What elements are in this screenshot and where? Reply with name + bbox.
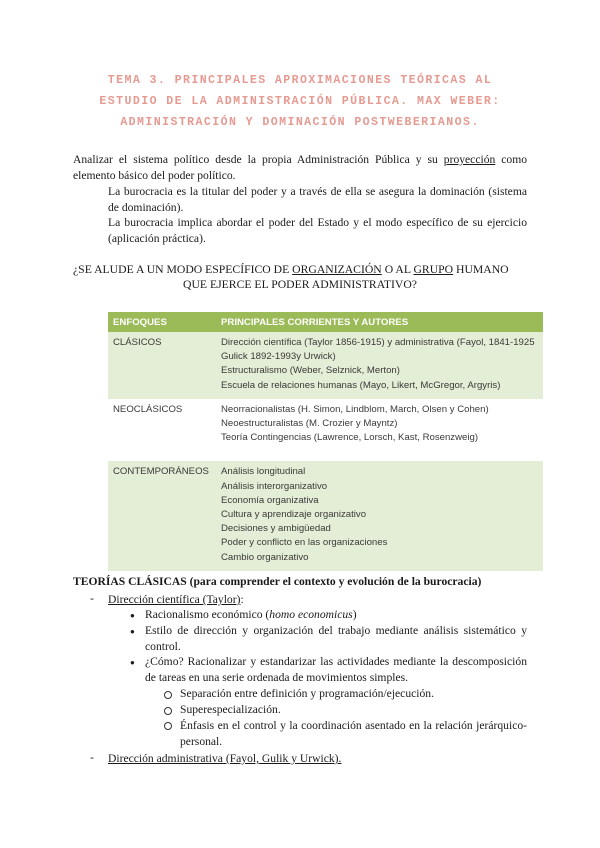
bullet-estilo-direccion: Estilo de dirección y organización del trabajo mediante análisis sistemático y control. [145, 624, 527, 653]
question-text-end: HUMANO [453, 263, 509, 276]
corriente-item: Neoestructuralistas (M. Crozier y Mayntz) [221, 418, 398, 430]
table-header-row [108, 312, 543, 332]
b1-italic: homo economicus [269, 608, 353, 621]
circle-bullet-icon [164, 722, 172, 730]
corriente-item: Cambio organizativo [221, 551, 309, 563]
item1-colon: : [240, 593, 244, 606]
table-row [108, 399, 543, 462]
corriente-item: Dirección científica (Taylor 1856-1915) y administrativa (Fayol, 1841-1925 Gulick 1892-1993y Urwick) [221, 337, 535, 363]
list-item-direccion-administrativa: Dirección administrativa (Fayol, Gulik y Urwick). [108, 752, 342, 765]
document-title [60, 70, 540, 133]
enfoque-cell: CLÁSICOS [108, 332, 216, 399]
section-heading: TEORÍAS CLÁSICAS (para comprender el contexto y evolución de la burocracia) [73, 575, 482, 588]
intro-paragraph-1 [73, 152, 527, 183]
intro-text: Analizar el sistema político desde la propia Administración Pública y su [73, 153, 444, 166]
title-line-3: ADMINISTRACIÓN Y DOMINACIÓN POSTWEBERIANOS. [120, 116, 480, 129]
corriente-item: Decisiones y ambigüedad [221, 523, 331, 535]
bullet-icon: ● [130, 658, 135, 667]
corriente-item: Teoría Contingencias (Lawrence, Lorsch, Kast, Rosenzweig) [221, 432, 479, 444]
table-row [108, 332, 543, 399]
question-text: ¿SE ALUDE A UN MODO ESPECÍFICO DE [73, 263, 293, 276]
bullet-como: ¿Cómo? Racionalizar y estandarizar las actividades mediante la descomposición de tareas en una serie ordenada de movimientos simples. [145, 655, 527, 684]
corrientes-cell [216, 399, 543, 462]
subitem-superespecializacion: Superespecialización. [180, 703, 281, 716]
title-line-2: ESTUDIO DE LA ADMINISTRACIÓN PÚBLICA. MAX WEBER: [99, 95, 501, 108]
corriente-item: Neorracionalistas (H. Simon, Lindblom, March, Olsen y Cohen) [221, 403, 489, 415]
corriente-item: Análisis longitudinal [221, 466, 306, 478]
circle-bullet-icon [164, 707, 172, 715]
corriente-item: Análisis interorganizativo [221, 480, 328, 492]
corrientes-cell [216, 461, 543, 570]
corrientes-cell [216, 332, 543, 399]
item1-label: Dirección científica (Taylor) [108, 593, 241, 606]
enfoque-cell: CONTEMPORÁNEOS [108, 461, 216, 570]
intro-paragraph-3: La burocracia implica abordar el poder del Estado y el modo específico de su ejercicio (aplicación práctica). [108, 216, 527, 245]
question-heading [73, 262, 527, 292]
enfoque-cell: NEOCLÁSICOS [108, 399, 216, 462]
proyeccion-underlined: proyección [443, 153, 496, 166]
b1-text-end: ) [352, 608, 357, 621]
subitem-enfasis: Énfasis en el control y la coordinación asentado en la relación jerárquico-personal. [180, 719, 527, 748]
grupo-underlined: GRUPO [413, 263, 454, 276]
intro-paragraph-2: La burocracia es la titular del poder y a través de ella se asegura la dominación (sistema de dominación). [108, 185, 527, 214]
circle-bullet-icon [164, 691, 172, 699]
bullet-icon: ● [130, 611, 135, 620]
dash-marker: - [90, 751, 94, 764]
corriente-item: Escuela de relaciones humanas (Mayo, Likert, McGregor, Argyris) [221, 379, 501, 391]
subitem-separacion: Separación entre definición y programación/ejecución. [180, 687, 434, 700]
corriente-item: Cultura y aprendizaje organizativo [221, 509, 367, 521]
corriente-item: Estructuralismo (Weber, Selznick, Merton) [221, 365, 400, 377]
title-line-1: TEMA 3. PRINCIPALES APROXIMACIONES TEÓRICAS AL [107, 74, 493, 87]
header-enfoques: ENFOQUES [108, 312, 216, 332]
b1-text: Racionalismo económico ( [145, 608, 270, 621]
dash-marker: - [90, 592, 94, 605]
intro-text-end: como elemento básico del poder político. [73, 153, 528, 182]
corriente-item: Economía organizativa [221, 494, 319, 506]
question-line-1 [73, 262, 527, 277]
bullet-icon: ● [130, 627, 135, 636]
question-line-2: QUE EJERCE EL PODER ADMINISTRATIVO? [183, 278, 417, 291]
question-text-mid: O AL [381, 263, 414, 276]
bullet-racionalismo [145, 607, 357, 623]
header-corrientes: PRINCIPALES CORRIENTES Y AUTORES [216, 312, 543, 332]
table-row [108, 461, 543, 570]
organizacion-underlined: ORGANIZACIÓN [292, 263, 382, 276]
list-item-direccion-cientifica [108, 592, 244, 608]
enfoques-table [108, 312, 543, 571]
corriente-item: Poder y conflicto en las organizaciones [221, 537, 388, 549]
